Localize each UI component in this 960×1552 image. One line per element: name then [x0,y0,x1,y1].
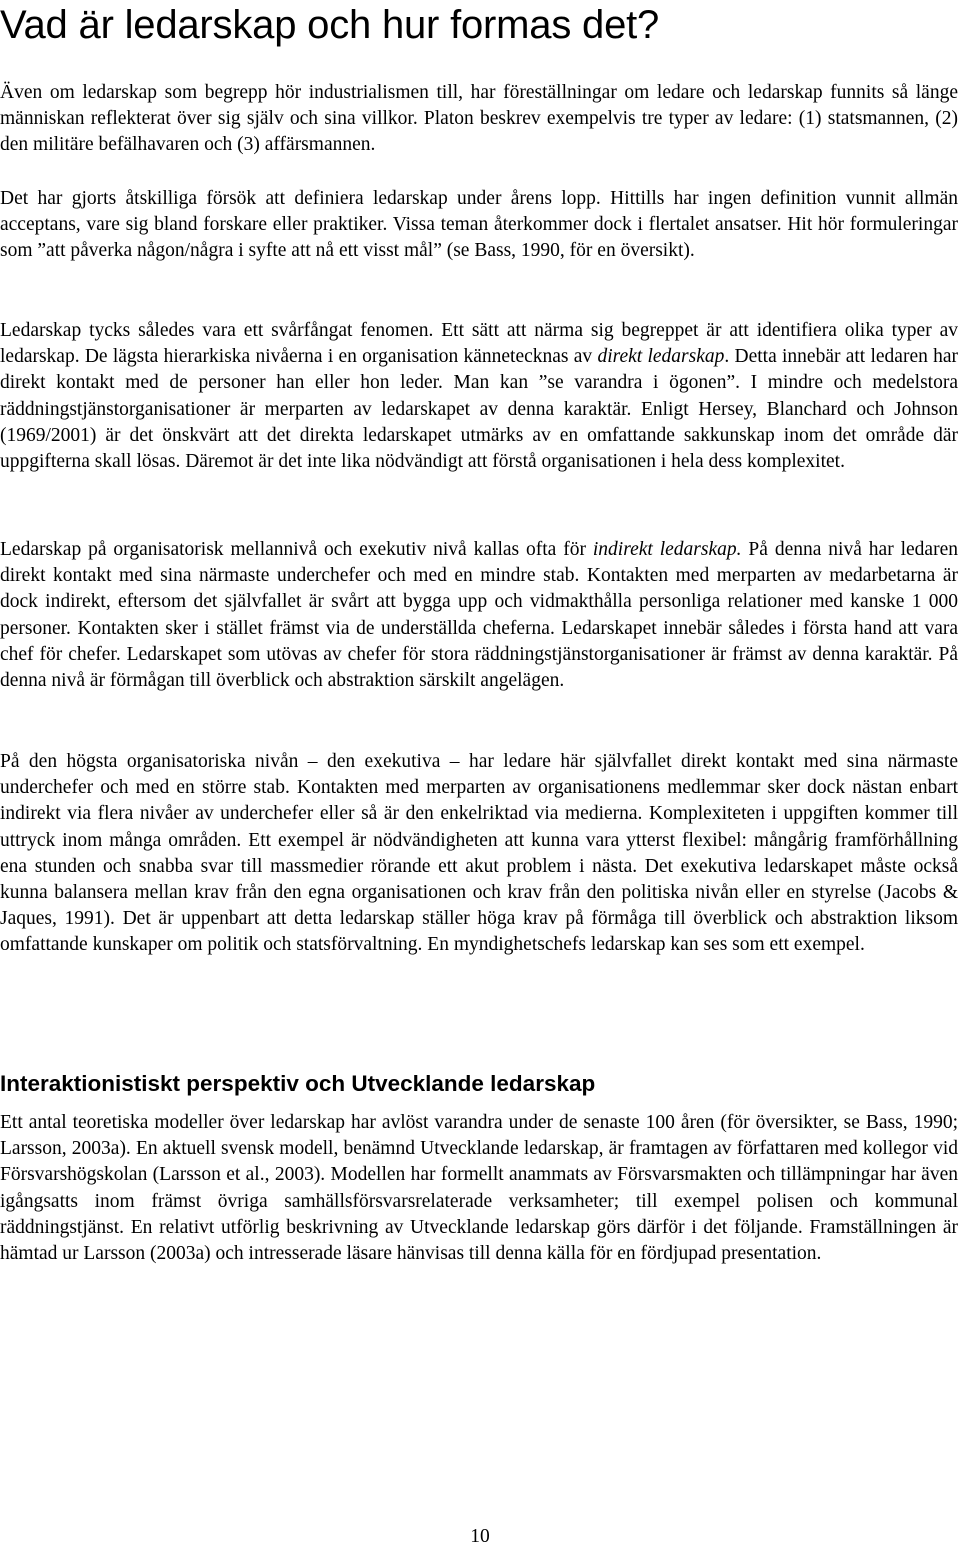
paragraph-4-text-start: Ledarskap på organisatorisk mellannivå och exekutiv nivå kallas ofta för [0,539,593,560]
paragraph-4-italic-term: indirekt ledarskap. [592,539,742,560]
paragraph-4 [0,537,958,694]
page-number: 10 [470,1526,490,1547]
paragraph-3 [0,318,958,475]
paragraph-1 [0,80,958,159]
paragraph-1-part-a: Även om ledarskap som begrepp hör industrialismen till, har föreställningar om ledare och ledarskap funnits så länge människan reflekterat över sig själv och sina villkor. [0,82,958,130]
paragraph-5: På den högsta organisatoriska nivån – den exekutiva – har ledare här självfallet direkt kontakt med sina närmaste underchefer och med en större stab. Kontakten med merparten av organisationens medlemmar sker dock nästan enbart indirekt via flera nivåer av underchefer eller så är den enkelriktad via medierna. Komplexiteten i uppgiften kommer till uttryck inom många områden. Ett exempel är nödvändigheten att kunna vara ytterst flexibel: mångårig framförhållning ena stunden och snabba svar till massmedier rörande ett akut problem i nästa. Det exekutiva ledarskapet måste också kunna balansera mellan krav från den egna organisationen och krav från den politiska nivån eller en styrelse (Jacobs & Jaques, 1991). Det är uppenbart att detta ledarskap ställer höga krav på förmåga till överblick och abstraktion liksom omfattande kunskaper om politik och statsförvaltning. En myndighetschefs ledarskap kan ses som ett exempel. [0,751,958,956]
paragraph-3-text-end: . Detta innebär att ledaren har direkt kontakt med de personer han eller hon leder. Man kan ”se varandra i ögonen”. I mindre och medelstora räddningstjänstorganisationer är merparten av ledarskapet av denna karaktär. Enligt Hersey, Blanchard och Johnson (1969/2001) är det önskvärt att det direkta ledarskapet utmärks av en omfattande sakkunskap inom det område där uppgifterna skall lösas. Däremot är det inte lika nödvändigt att förstå organisationen i hela dess komplexitet. [0,346,958,473]
paragraph-3-text-start: Ledarskap tycks således vara ett svårfångat fenomen. Ett sätt att närma sig begreppet är att identifiera olika typer av ledarskap. De lägsta hierarkiska nivåerna i en organisation kännetecknas av [0,320,958,368]
paragraph-6: Ett antal teoretiska modeller över ledarskap har avlöst varandra under de senaste 100 åren (för översikter, se Bass, 1990; Larsson, 2003a). En aktuell svensk modell, benämnd Utvecklande ledarskap, är framtagen av författaren med kollegor vid Försvarshögskolan (Larsson et al., 2003). Modellen har formellt anammats av Försvarsmakten och tillämpningar har även igångsatts inom främst övriga samhällsförsvarsrelaterade verksamheter; till exempel polisen och kommunal räddningstjänst. En relativt utförlig beskrivning av Utvecklande ledarskap görs därför i det följande. Framställningen är hämtad ur Larsson (2003a) och intresserade läsare hänvisas till denna källa för en fördjupad presentation. [0,1112,958,1265]
page-title: Vad är ledarskap och hur formas det? [0,3,660,47]
paragraph-4-text-end: På denna nivå har ledaren direkt kontakt med sina närmaste underchefer och med en mindre stab. Kontakten med merparten av medarbetarna är dock indirekt, eftersom det självfallet är svårt att bygga upp och vidmakthålla personliga relationer med kanske 1 000 personer. Kontakten sker i stället främst via de underställda cheferna. Ledarskapet innebär således i första hand att vara chef för chefer. Ledarskapet som utövas av chefer för stora räddningstjänstorganisationer är främst av denna karaktär. På denna nivå är förmågan till överblick och abstraktion särskilt angelägen. [0,539,958,692]
section-heading: Interaktionistiskt perspektiv och Utvecklande ledarskap [0,1071,596,1096]
paragraph-2: Det har gjorts åtskilliga försök att definiera ledarskap under årens lopp. Hittills har ingen definition vunnit allmän acceptans, vare sig bland forskare eller praktiker. Vissa teman återkommer dock i flertalet ansatser. Hit hör formuleringar som ”att påverka någon/några i syfte att nå ett visst mål” (se Bass, 1990, för en översikt). [0,188,958,262]
paragraph-1-part-b: Platon beskrev exempelvis tre typer av ledare: (1) statsmannen, (2) den militäre befälhavaren och (3) affärsmannen. [0,108,958,156]
paragraph-3-italic-term: direkt ledarskap [597,346,725,368]
